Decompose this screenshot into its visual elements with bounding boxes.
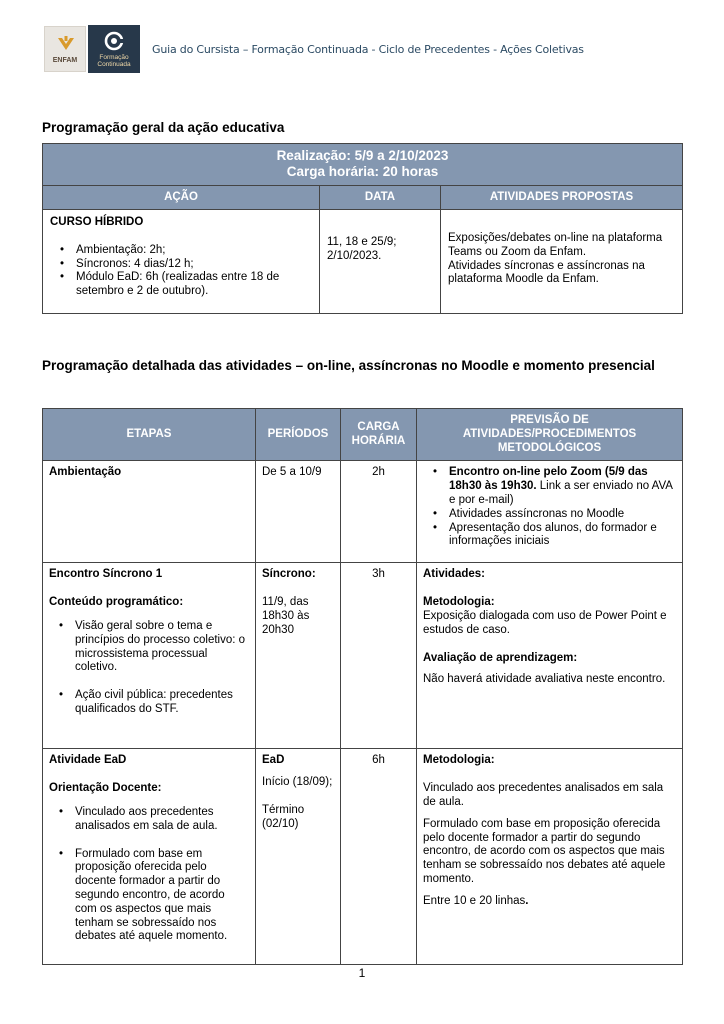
data-line-2: 2/10/2023.: [327, 249, 382, 262]
enfam-emblem-icon: [56, 36, 76, 52]
column-header-atividades: ATIVIDADES PROPOSTAS: [441, 186, 683, 210]
periodo-termino: Término (02/10): [262, 803, 305, 830]
list-item: [423, 466, 676, 507]
avaliacao-text: Não haverá atividade avaliativa neste encontro.: [423, 673, 666, 686]
enfam-logo-text: ENFAM: [52, 57, 78, 64]
metodologia-p3: [423, 895, 676, 909]
column-header-acao: AÇÃO: [43, 186, 320, 210]
page-number: 1: [358, 966, 366, 980]
metodologia-p2: Formulado com base em proposição oferecida pelo docente formador a partir do segundo encontro, de acordo com os aspectos que mais tenham se sobressaído nos debates até aquele momento.: [423, 817, 666, 885]
atividades-cell: [441, 210, 683, 314]
formacao-continuada-logo-text: [88, 54, 140, 69]
list-item: • Atividades assíncronas no Moodle: [423, 508, 676, 522]
table-row: [43, 749, 683, 965]
ambientacao-bullet-list: [423, 466, 676, 549]
carga-cell: 6h: [341, 749, 417, 965]
table-row: [43, 210, 683, 314]
periodo-sincrono-value: 11/9, das 18h30 às 20h30: [262, 596, 310, 636]
list-item: • Formulado com base em proposição oferecida pelo docente formador a partir do segundo encontro, de acordo com os aspectos que mais tenham se sobressaído nos debates até aquele momento.: [49, 848, 249, 945]
periodo-cell: [256, 749, 341, 965]
enfam-logo: [44, 26, 86, 72]
etapa-cell: [43, 749, 256, 965]
curso-hibrido-title: CURSO HÍBRIDO: [50, 216, 144, 229]
metodologia-label: Metodologia:: [423, 596, 495, 609]
header-title: Guia do Cursista – Formação Continuada - Ciclo de Precedentes - Ações Coletivas: [152, 43, 584, 56]
atividades-line-1: Exposições/debates on-line na plataforma Teams ou Zoom da Enfam.: [448, 232, 663, 258]
list-item: • Síncronos: 4 dias/12 h;: [50, 258, 312, 272]
acao-cell: [43, 210, 320, 314]
periodo-inicio: Início (18/09);: [262, 776, 333, 789]
section-heading-general-program: Programação geral da ação educativa: [42, 120, 285, 135]
metodologia-label: Metodologia:: [423, 754, 495, 767]
banner-realizacao: Realização: 5/9 a 2/10/2023: [276, 148, 449, 163]
list-item: • Apresentação dos alunos, do formador e informações iniciais: [423, 522, 676, 550]
periodo-ead-label: EaD: [262, 754, 285, 767]
zoom-meeting-bold: Encontro on-line pelo Zoom (5/9 das 18h30 às 19h30.: [449, 466, 648, 493]
banner-carga-horaria: Carga horária: 20 horas: [286, 163, 439, 179]
formacao-continuada-emblem-icon: [103, 30, 125, 52]
column-header-data: DATA: [320, 186, 441, 210]
table-header-row: [43, 186, 683, 210]
table-row: [43, 563, 683, 749]
orientacao-bullet-list: [49, 806, 249, 944]
metodologia-p1: Vinculado aos precedentes analisados em sala de aula.: [423, 782, 664, 808]
orientacao-docente-label: Orientação Docente:: [49, 782, 162, 795]
linhas-period: .: [525, 894, 529, 907]
periodo-sincrono-label: Síncrono:: [262, 568, 316, 581]
carga-cell: 2h: [341, 461, 417, 563]
linhas-text: Entre 10 e 20 linhas: [423, 894, 526, 907]
zoom-meeting-rest: Link a ser enviado no AVA e por e-mail): [449, 480, 673, 506]
periodo-cell: [256, 563, 341, 749]
table-header-row: [43, 409, 683, 461]
acao-bullet-list: [50, 244, 312, 299]
formacao-continuada-logo: [88, 25, 140, 73]
table-row: [43, 461, 683, 563]
detailed-program-table: [42, 408, 683, 965]
metodologia-text: Exposição dialogada com uso de Power Point e estudos de caso.: [423, 609, 667, 636]
etapa-ambientacao: Ambientação: [49, 466, 122, 479]
column-header-carga-horaria: CARGA HORÁRIA: [341, 409, 417, 461]
fc-logo-line1: Formação: [99, 54, 129, 61]
etapa-cell: [43, 461, 256, 563]
carga-cell: 3h: [341, 563, 417, 749]
atividades-line-2: Atividades síncronas e assíncronas na plataforma Moodle da Enfam.: [448, 259, 645, 286]
general-program-table: [42, 143, 683, 314]
column-header-previsao: PREVISÃO DE ATIVIDADES/PROCEDIMENTOS METODOLÓGICOS: [417, 409, 683, 461]
list-item: • Módulo EaD: 6h (realizadas entre 18 de setembro e 2 de outubro).: [50, 271, 312, 299]
atividades-label: Atividades:: [423, 568, 485, 581]
data-line-1: 11, 18 e 25/9;: [327, 236, 397, 249]
avaliacao-label: Avaliação de aprendizagem:: [423, 651, 578, 664]
conteudo-bullet-list: [49, 620, 249, 717]
previsao-cell: [417, 563, 683, 749]
previsao-cell: [417, 749, 683, 965]
column-header-etapas: ETAPAS: [43, 409, 256, 461]
list-item: • Vinculado aos precedentes analisados em sala de aula.: [49, 806, 249, 834]
etapa-cell: [43, 563, 256, 749]
column-header-periodos: PERÍODOS: [256, 409, 341, 461]
etapa-encontro-sincrono-1: Encontro Síncrono 1: [49, 568, 163, 581]
list-item: • Ação civil pública: precedentes qualificados do STF.: [49, 689, 249, 717]
conteudo-programatico-label: Conteúdo programático:: [49, 596, 184, 609]
list-item: • Ambientação: 2h;: [50, 244, 312, 258]
previsao-cell: [417, 461, 683, 563]
table-banner-row: [43, 144, 683, 186]
section-heading-detailed-program: Programação detalhada das atividades – on-line, assíncronas no Moodle e momento presencial: [42, 358, 655, 373]
periodo-cell: De 5 a 10/9: [256, 461, 341, 563]
table-banner: [43, 144, 683, 186]
fc-logo-line2: Continuada: [97, 61, 131, 69]
list-item: • Visão geral sobre o tema e princípios do processo coletivo: o microssistema processual coletivo.: [49, 620, 249, 675]
etapa-atividade-ead: Atividade EaD: [49, 754, 127, 767]
data-cell: [320, 210, 441, 314]
